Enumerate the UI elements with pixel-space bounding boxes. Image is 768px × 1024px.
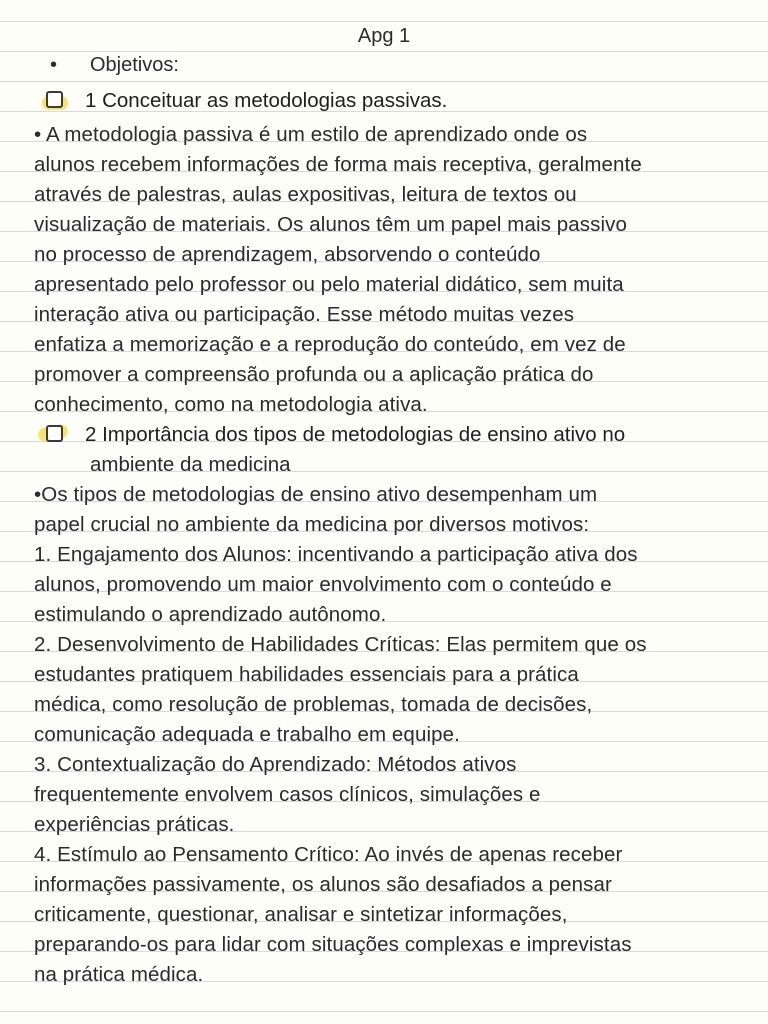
section2-heading <box>46 420 625 450</box>
section2-line: estimulando o aprendizado autônomo. <box>34 603 387 626</box>
section1-line: conhecimento, como na metodologia ativa. <box>34 393 428 416</box>
section2-line: •Os tipos de metodologias de ensino ativo desempenham um <box>34 483 598 506</box>
section2-line: na prática médica. <box>34 963 204 986</box>
bullet-icon: • <box>50 54 58 76</box>
checkbox-icon[interactable] <box>46 91 63 108</box>
section1-line: alunos recebem informações de forma mais receptiva, geralmente <box>34 153 642 176</box>
section1-heading-text: 1 Conceituar as metodologias passivas. <box>85 89 448 112</box>
section1-line: apresentado pelo professor ou pelo material didático, sem muita <box>34 273 624 296</box>
section2-line: informações passivamente, os alunos são desafiados a pensar <box>34 873 612 896</box>
section1-heading <box>46 86 447 116</box>
objectives-item <box>50 50 179 80</box>
section2-line: 3. Contextualização do Aprendizado: Métodos ativos <box>34 753 517 776</box>
section1-line: através de palestras, aulas expositivas, leitura de textos ou <box>34 183 577 206</box>
section2-line: comunicação adequada e trabalho em equipe. <box>34 723 460 746</box>
section2-line: médica, como resolução de problemas, tomada de decisões, <box>34 693 593 716</box>
section2-heading-continued: ambiente da medicina <box>90 453 291 476</box>
section2-line: estudantes pratiquem habilidades essenciais para a prática <box>34 663 579 686</box>
section1-line: no processo de aprendizagem, absorvendo o conteúdo <box>34 243 541 266</box>
section2-line: 1. Engajamento dos Alunos: incentivando a participação ativa dos <box>34 543 638 566</box>
section2-line: criticamente, questionar, analisar e sintetizar informações, <box>34 903 568 926</box>
section2-line: 2. Desenvolvimento de Habilidades Críticas: Elas permitem que os <box>34 633 647 656</box>
section2-line: alunos, promovendo um maior envolvimento com o conteúdo e <box>34 573 612 596</box>
checkbox-icon[interactable] <box>46 425 63 442</box>
section2-heading-text: 2 Importância dos tipos de metodologias de ensino ativo no <box>85 423 626 446</box>
section2-line: experiências práticas. <box>34 813 235 836</box>
objectives-label: Objetivos: <box>90 54 179 76</box>
title-container <box>0 22 768 50</box>
page-title: Apg 1 <box>348 22 420 50</box>
section2-line: frequentemente envolvem casos clínicos, simulações e <box>34 783 541 806</box>
section1-line: promover a compreensão profunda ou a aplicação prática do <box>34 363 594 386</box>
section2-line: preparando-os para lidar com situações complexas e imprevistas <box>34 933 632 956</box>
section1-line: interação ativa ou participação. Esse método muitas vezes <box>34 303 575 326</box>
section1-line: visualização de materiais. Os alunos têm um papel mais passivo <box>34 213 627 236</box>
section1-line: enfatiza a memorização e a reprodução do conteúdo, em vez de <box>34 333 626 356</box>
section1-line: • A metodologia passiva é um estilo de aprendizado onde os <box>34 123 588 146</box>
section2-line: 4. Estímulo ao Pensamento Crítico: Ao invés de apenas receber <box>34 843 623 866</box>
section2-line: papel crucial no ambiente da medicina por diversos motivos: <box>34 513 590 536</box>
